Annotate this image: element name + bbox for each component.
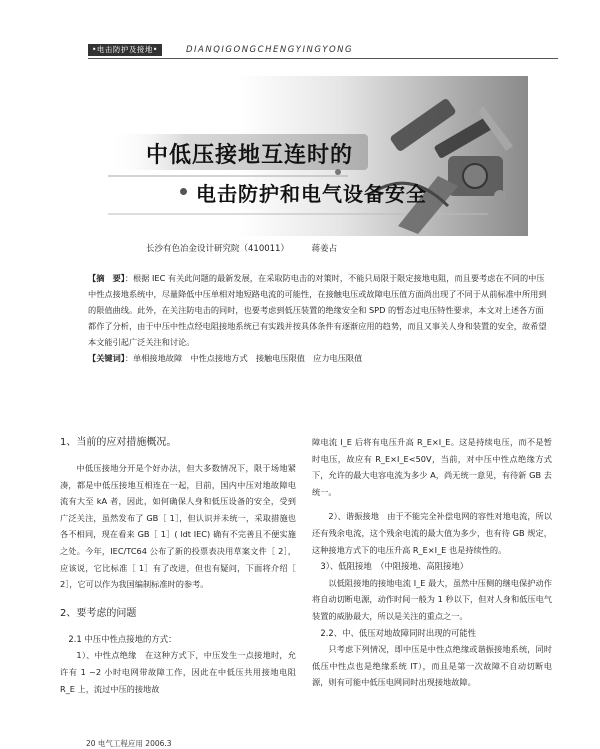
keywords-paragraph — [88, 350, 550, 366]
subsection-heading-2-1: 2.1 中压中性点接地的方式： — [68, 633, 177, 644]
section-heading-1: 1、当前的应对措施概况。 — [60, 437, 177, 448]
author-affiliation: 长沙有色冶金设计研究院（410011） — [146, 244, 289, 254]
left-paragraph-2: 1）、中性点绝缘 在这种方式下，中压发生一点接地时，允许有 1 ~2 小时电网带故障工作，因此在中低压共用接地电阻 R_E 上，流过中压的接地故 — [60, 650, 296, 694]
right-column — [312, 434, 552, 691]
right-paragraph-1: 障电流 I_E 后将有电压升高 R_E×I_E。这是持续电压，而不是暂时电压，故应有 R_E×I_E<50V，当前，对中压中性点绝缘方式下，允许的最大电容电流为多少 A，尚无统一意见，有待新 GB 去统一。 — [312, 437, 552, 497]
right-paragraph-2: 2）、谐振接地 由于不能完全补偿电网的容性对地电流，所以还有残余电流，这个残余电流的最大值为多少，也有待 GB 规定，这种接地方式下的电压升高 R_E×I_E 也是持续性的。 — [312, 511, 552, 555]
keywords-text: ：单相接地故障 中性点接地方式 接触电压限值 应力电压限值 — [124, 353, 363, 363]
right-paragraph-3: 以低阻接地的接地电流 I_E 最大，虽然中压侧的继电保护动作将自动切断电源，动作时间一般为 1 秒以下，但对人身和低压电气装置的威胁最大，所以是关注的重点之一。 — [312, 577, 552, 621]
page-footer: 20 电气工程应用 2006.3 — [86, 739, 172, 748]
section-tag: •电击防护及接地• — [88, 44, 162, 56]
abstract-label: 【摘 要】 — [88, 273, 125, 283]
keywords-label: 【关键词】 — [88, 353, 125, 363]
article-title-line1: 中低压接地互连时的 — [146, 143, 354, 168]
left-column — [60, 434, 296, 697]
abstract-text: ：根据 IEC 有关此问题的最新发展，在采取防电击的对策时，不能只局限于限定接地电阻，而且要考虑在不同的中压中性点接地系统中，尽量降低中压单相对地短路电流的可能性，在接触电压或故障电压值方面尚出现了不同于从前标准中所用到的限值曲线。此外，在关注防电击的同时，也要考虑到低压装置的绝缘安全和 SPD 的暂态过电压特性要求，本文对上述各方面都作了分析，由于中压中性点经电阻接地系统已有实践并按具体条件有逐渐应用的趋势，而且又事关人身和装置的安全，故希望本文能引起广泛关注和讨论。 — [88, 273, 547, 347]
subheading-low-resistance: 3）、低阻接地 （中阻接地、高阻接地） — [320, 561, 469, 572]
abstract-paragraph — [88, 270, 550, 350]
author-line — [146, 242, 357, 254]
title-bullet-dot — [180, 188, 187, 195]
section-heading-2: 2、要考虑的问题 — [60, 607, 137, 619]
author-name: 蒋姜占 — [311, 244, 338, 254]
article-title-line2: 电击防护和电气设备安全 — [196, 182, 427, 206]
journal-latin-title: DIANQIGONGCHENGYINGYONG — [186, 45, 354, 55]
header-rule — [88, 58, 558, 59]
running-header — [88, 44, 558, 58]
title-banner — [88, 76, 528, 236]
abstract-block — [88, 270, 550, 366]
right-paragraph-4: 只考虑下列情况，即中压是中性点绝缘或谐振接地系统，同时低压中性点也是绝缘系统 IT），而且是第一次故障不自动切断电源，则有可能中低压电网同时出现接地故障。 — [312, 644, 552, 688]
subsection-heading-2-2: 2.2、中、低压对地故障同时出现的可能性 — [320, 627, 477, 638]
left-paragraph-1: 中低压接地分开是个好办法，但大多数情况下，限于场地紧凑，都是中低压接地互相连在一起，目前，国内中压对地故障电流有大至 kA 者，因此，如何确保人身和低压设备的安全，受到广泛关注，虽然发布了 GB［ 1］，但认识并未统一，采取措施也各不相同，现在看来 GB［ 1］( ldt IEC) 确有不完善且不便实施之处。今年，IEC/TC64 公布了新的投票表决用草案文件［ 2］，应该说，它比标准［ 1］有了改进，但也有疑问，下面将介绍［ 2］，它可以作为我国编制标准时的参考。 — [60, 463, 296, 590]
